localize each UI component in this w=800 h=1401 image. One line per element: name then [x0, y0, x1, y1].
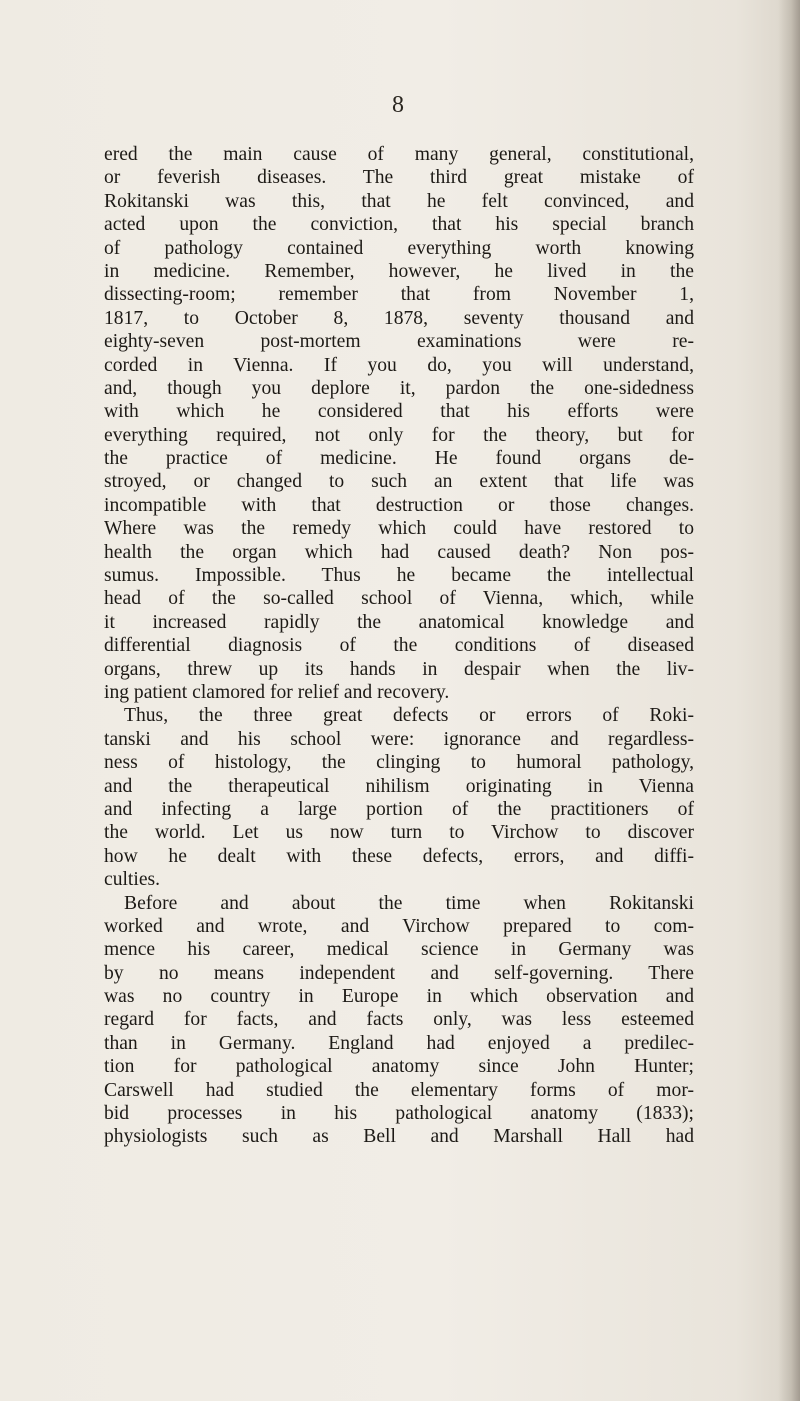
page-edge-shadow: [778, 0, 800, 1401]
text-line: bid processes in his pathological anatomy (1833);: [104, 1103, 694, 1125]
text-line: health the organ which had caused death? Non pos-: [104, 541, 694, 563]
text-line: was no country in Europe in which observation and: [104, 986, 694, 1008]
text-line: regard for facts, and facts only, was less esteemed: [104, 1009, 694, 1031]
text-line: Where was the remedy which could have restored to: [104, 518, 694, 540]
text-line: dissecting-room; remember that from November 1,: [104, 284, 694, 306]
text-line: physiologists such as Bell and Marshall Hall had: [104, 1126, 694, 1148]
text-line: or feverish diseases. The third great mistake of: [104, 167, 694, 189]
text-line: ered the main cause of many general, constitutional,: [104, 144, 694, 165]
text-line: sumus. Impossible. Thus he became the intellectual: [104, 565, 694, 587]
page-number: 8: [392, 92, 404, 118]
body-text: [104, 143, 694, 1149]
text-line: and, though you deplore it, pardon the one-sidedness: [104, 377, 694, 399]
text-line: everything required, not only for the theory, but for: [104, 424, 694, 446]
text-line: head of the so-called school of Vienna, which, while: [104, 588, 694, 610]
text-line: stroyed, or changed to such an extent that life was: [104, 471, 694, 493]
text-line: and infecting a large portion of the practitioners of: [104, 798, 694, 820]
text-line: incompatible with that destruction or those changes.: [104, 494, 694, 516]
text-line: the practice of medicine. He found organs de-: [104, 448, 694, 470]
text-line: ing patient clamored for relief and recovery.: [104, 681, 450, 703]
text-line: mence his career, medical science in Germany was: [104, 939, 694, 961]
text-line: tanski and his school were: ignorance and regardless-: [104, 728, 694, 750]
text-line: Rokitanski was this, that he felt convinced, and: [104, 190, 694, 212]
text-line: ness of histology, the clinging to humoral pathology,: [104, 752, 694, 774]
text-line: culties.: [104, 869, 161, 891]
text-line: corded in Vienna. If you do, you will understand,: [104, 354, 694, 376]
text-line: by no means independent and self-governing. There: [104, 962, 694, 984]
text-line: 1817, to October 8, 1878, seventy thousand and: [104, 307, 694, 329]
text-line: it increased rapidly the anatomical knowledge and: [104, 611, 694, 633]
text-line: organs, threw up its hands in despair when the liv-: [104, 658, 694, 680]
text-line: the world. Let us now turn to Virchow to discover: [104, 822, 694, 844]
text-line: and the therapeutical nihilism originating in Vienna: [104, 775, 694, 797]
text-line: how he dealt with these defects, errors, and diffi-: [104, 845, 694, 867]
text-line: with which he considered that his efforts were: [104, 401, 694, 423]
text-line: of pathology contained everything worth knowing: [104, 237, 694, 259]
text-line: in medicine. Remember, however, he lived in the: [104, 260, 694, 282]
text-line: Carswell had studied the elementary forms of mor-: [104, 1079, 694, 1101]
text-line: Before and about the time when Rokitanski: [124, 892, 694, 914]
text-line: differential diagnosis of the conditions of diseased: [104, 635, 694, 657]
text-line: Thus, the three great defects or errors of Roki-: [124, 705, 694, 727]
text-line: than in Germany. England had enjoyed a predilec-: [104, 1032, 694, 1054]
text-line: acted upon the conviction, that his special branch: [104, 214, 694, 236]
text-line: tion for pathological anatomy since John Hunter;: [104, 1056, 694, 1078]
text-line: worked and wrote, and Virchow prepared to com-: [104, 915, 694, 937]
text-line: eighty-seven post-mortem examinations were re-: [104, 331, 694, 353]
